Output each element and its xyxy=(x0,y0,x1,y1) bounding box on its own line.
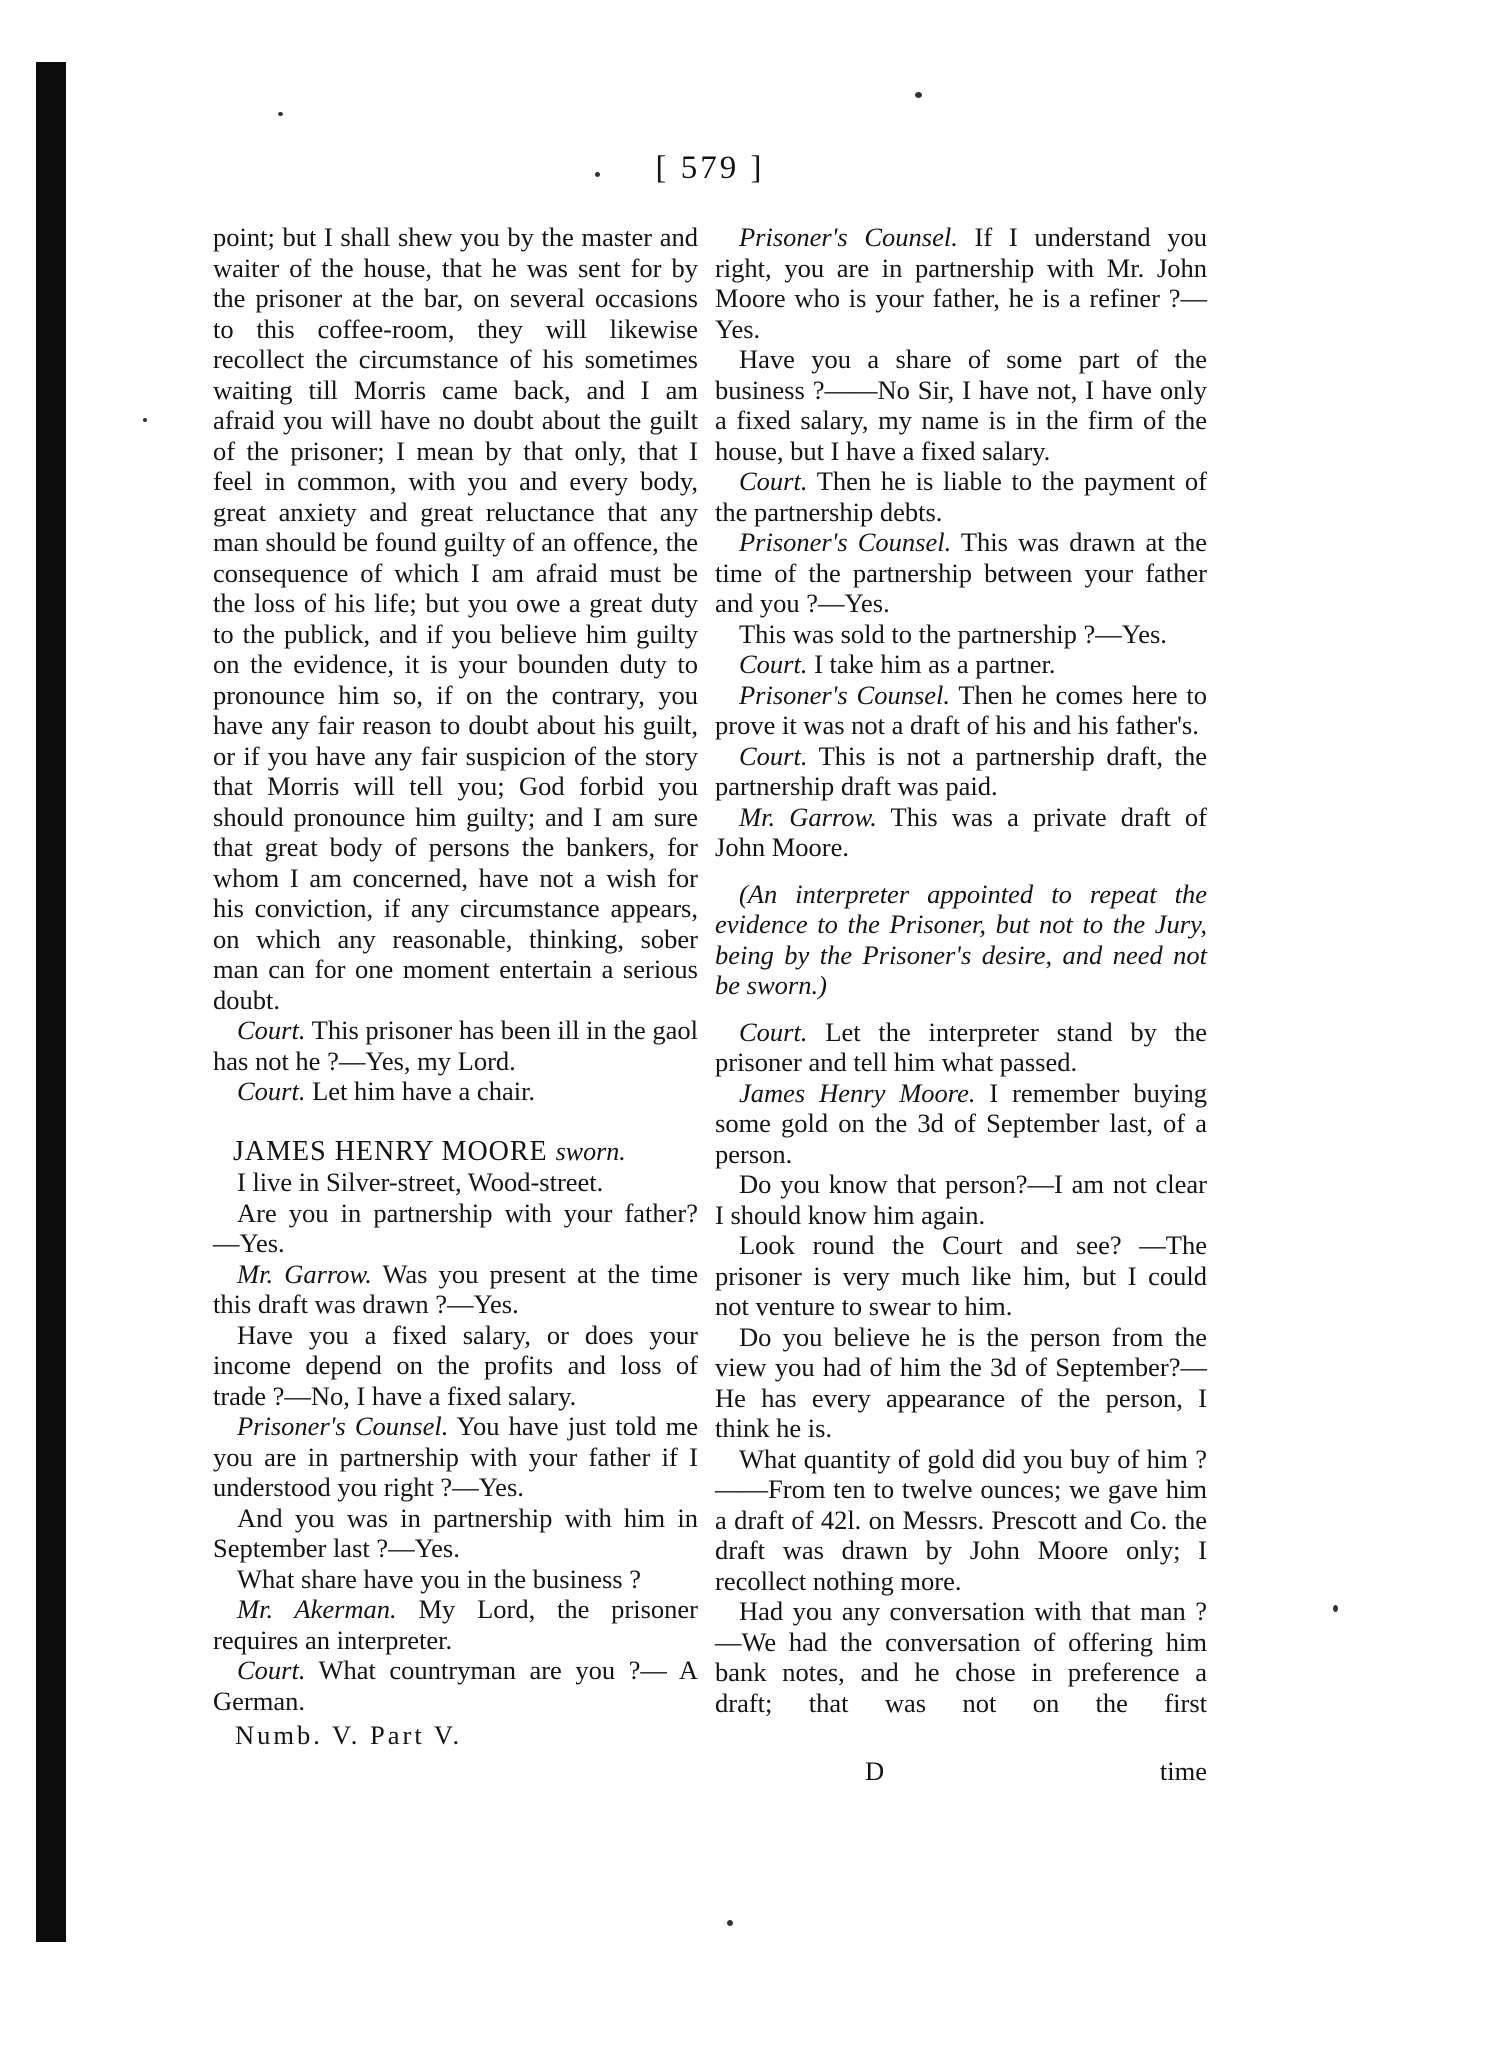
scan-speck xyxy=(143,418,147,422)
paragraph xyxy=(213,1594,698,1655)
witness-status: sworn. xyxy=(555,1136,626,1166)
paragraph xyxy=(213,1259,698,1320)
paragraph: Look round the Court and see? —The prisoner is very much like him, but I could not venture to swear to him. xyxy=(715,1230,1207,1321)
paragraph-text: If I understand you right, you are in partnership with Mr. John Moore who is your father, he is a refiner ?—Yes. xyxy=(715,222,1207,344)
paragraph xyxy=(715,741,1207,802)
witness-heading xyxy=(233,1137,698,1168)
speaker: Prisoner's Counsel. xyxy=(739,527,952,557)
paragraph: point; but I shall shew you by the master and waiter of the house, that he was sent for by the prisoner at the bar, on several occasions to this coffee-room, they will likewise recollect the circumstance of his sometimes waiting till Morris came back, and I am afraid you will have no doubt about the guilt of the prisoner; I mean by that only, that I feel in common, with you and every body, great anxiety and great reluctance that any man should be found guilty of an offence, the consequence of which I am afraid must be the loss of his life; but you owe a great duty to the publick, and if you believe him guilty on the evidence, it is your bounden duty to pronounce him so, if on the contrary, you have any fair reason to doubt about his guilt, or if you have any fair suspicion of the story that Morris will tell you; God forbid you should pronounce him guilty; and I am sure that great body of persons the bankers, for whom I am concerned, have not a wish for his conviction, if any circumstance appears, on which any reasonable, thinking, sober man can for one moment entertain a serious doubt. xyxy=(213,222,698,1015)
paragraph-text: Let him have a chair. xyxy=(312,1076,536,1106)
paragraph-text: This prisoner has been ill in the gaol has not he ?—Yes, my Lord. xyxy=(213,1015,699,1076)
speaker: Prisoner's Counsel. xyxy=(237,1411,449,1441)
speaker: Court. xyxy=(739,649,808,679)
speaker: Prisoner's Counsel. xyxy=(739,679,951,710)
paragraph xyxy=(213,1411,698,1503)
paragraph-text: Then he comes here to prove it was not a draft of his and his father's. xyxy=(715,679,1207,740)
paragraph xyxy=(213,1655,698,1716)
paragraph-text: This was a private draft of John Moore. xyxy=(715,801,1207,862)
paragraph xyxy=(213,1015,698,1076)
paragraph xyxy=(715,527,1207,619)
paragraph xyxy=(715,466,1207,527)
paragraph: Have you a share of some part of the business ?——No Sir, I have not, I have only a fixed salary, my name is in the firm of the house, but I have a fixed salary. xyxy=(715,344,1207,466)
speaker: Court. xyxy=(237,1015,306,1045)
paragraph-text: What countryman are you ?— A German. xyxy=(213,1655,698,1716)
paragraph-text: My Lord, the prisoner requires an interpreter. xyxy=(213,1594,698,1655)
left-column xyxy=(213,222,698,1751)
paragraph: Had you any conversation with that man ?—We had the conversation of offering him bank notes, and he chose in preference a draft; that was not on the first xyxy=(715,1596,1207,1718)
paragraph: Do you believe he is the person from the view you had of him the 3d of September?—He has every appearance of the person, I think he is. xyxy=(715,1321,1207,1443)
speaker: Mr. Akerman. xyxy=(237,1594,397,1624)
book-spine-shadow xyxy=(36,62,66,1942)
paragraph: Have you a fixed salary, or does your income depend on the profits and loss of trade ?—No, I have a fixed salary. xyxy=(213,1319,698,1411)
witness-name: JAMES HENRY MOORE xyxy=(233,1135,548,1167)
paragraph: Do you know that person?—I am not clear I should know him again. xyxy=(715,1169,1207,1230)
signature-mark: D xyxy=(865,1756,885,1786)
paragraph xyxy=(715,1017,1207,1078)
paragraph-text: I remember buying some gold on the 3d of September last, of a person. xyxy=(715,1077,1207,1169)
signature-line: Numb. V. Part V. xyxy=(235,1720,463,1750)
paragraph-text: Was you present at the time this draft was drawn ?—Yes. xyxy=(213,1258,698,1319)
paragraph xyxy=(715,649,1207,680)
paragraph-text: I take him as a partner. xyxy=(814,649,1056,679)
paragraph: What quantity of gold did you buy of him ?——From ten to twelve ounces; we gave him a draft of 42l. on Messrs. Prescott and Co. the draft was drawn by John Moore only; I recollect nothing more. xyxy=(715,1443,1207,1596)
speaker: James Henry Moore. xyxy=(739,1077,976,1108)
page-number: [ 579 ] xyxy=(655,150,765,186)
paragraph: This was sold to the partnership ?—Yes. xyxy=(739,618,1167,649)
paragraph: Are you in partnership with your father? —Yes. xyxy=(213,1197,698,1258)
paragraph: And you was in partnership with him in September last ?—Yes. xyxy=(213,1502,698,1563)
speaker: Mr. Garrow. xyxy=(739,801,877,832)
scan-speck xyxy=(1333,1605,1338,1612)
paragraph xyxy=(715,680,1207,741)
paragraph-text: This is not a partnership draft, the partnership draft was paid. xyxy=(715,740,1207,801)
speaker: Court. xyxy=(739,466,808,496)
paragraph xyxy=(715,222,1207,344)
catchword: time xyxy=(1159,1756,1207,1786)
paragraph-text: Let the interpreter stand by the prisoner and tell him what passed. xyxy=(715,1016,1207,1077)
speaker: Court. xyxy=(739,740,808,771)
speaker: Court. xyxy=(237,1655,306,1685)
interpreter-note: (An interpreter appointed to repeat the evidence to the Prisoner, but not to the Jury, being by the Prisoner's desire, and need not be sworn.) xyxy=(715,878,1207,1000)
speaker: Court. xyxy=(237,1076,306,1106)
paragraph-text: You have just told me you are in partnership with your father if I understood you right ?—Yes. xyxy=(213,1411,698,1502)
paragraph-text: Then he is liable to the payment of the partnership debts. xyxy=(715,466,1207,527)
speaker: Court. xyxy=(739,1016,808,1047)
right-column xyxy=(715,222,1207,1718)
paragraph xyxy=(213,1076,698,1107)
paragraph xyxy=(715,802,1207,863)
scan-speck xyxy=(915,92,922,98)
speaker: Prisoner's Counsel. xyxy=(739,222,958,252)
scan-speck xyxy=(278,112,283,116)
speaker: Mr. Garrow. xyxy=(237,1258,372,1289)
scan-speck xyxy=(727,1920,733,1926)
paragraph-text: This was drawn at the time of the partnership between your father and you ?—Yes. xyxy=(715,527,1207,618)
paragraph: What share have you in the business ? xyxy=(237,1563,642,1594)
paragraph xyxy=(715,1078,1207,1170)
paragraph: I live in Silver-street, Wood-street. xyxy=(237,1167,604,1197)
